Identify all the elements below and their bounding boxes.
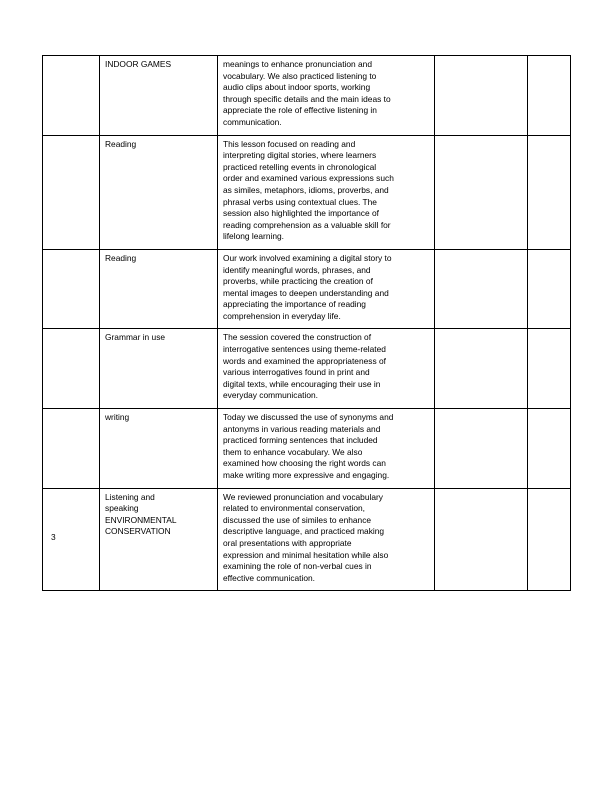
- empty-cell: [435, 409, 528, 489]
- lesson-summary-cell: [218, 135, 435, 249]
- summary-line: session also highlighted the importance of: [223, 208, 379, 219]
- empty-cell: [528, 329, 571, 409]
- summary-line: interrogative sentences using theme-related: [223, 344, 386, 355]
- topic-cell: [100, 56, 218, 136]
- summary-line: order and examined various expressions such: [223, 173, 394, 184]
- empty-cell: [435, 329, 528, 409]
- week-cell: [43, 56, 100, 136]
- summary-line: them to enhance vocabulary. We also: [223, 446, 363, 457]
- topic-cell: [100, 135, 218, 249]
- summary-line: Our work involved examining a digital story to: [223, 252, 392, 263]
- summary-line: audio clips about indoor sports, working: [223, 82, 371, 93]
- summary-line: oral presentations with appropriate: [223, 537, 352, 548]
- lesson-record-table: [42, 55, 571, 591]
- summary-line: communication.: [223, 116, 282, 127]
- week-number: 3: [51, 532, 56, 543]
- summary-line: make writing more expressive and engaging.: [223, 470, 390, 480]
- summary-line: comprehension in everyday life.: [223, 310, 341, 321]
- lesson-summary-cell: [218, 409, 435, 489]
- table-row: [43, 409, 571, 489]
- topic-line: Reading: [105, 252, 137, 263]
- summary-line: related to environmental conservation,: [223, 503, 365, 514]
- summary-line: appreciating the importance of reading: [223, 299, 366, 310]
- topic-cell: [100, 249, 218, 329]
- summary-line: mental images to deepen understanding and: [223, 287, 389, 298]
- summary-line: identify meaningful words, phrases, and: [223, 264, 371, 275]
- summary-line: proverbs, while practicing the creation of: [223, 276, 373, 287]
- topic-line: writing: [105, 412, 130, 423]
- summary-line: The session covered the construction of: [223, 332, 372, 343]
- summary-line: as similes, metaphors, idioms, proverbs, and: [223, 184, 389, 195]
- empty-cell: [528, 409, 571, 489]
- empty-cell: [528, 135, 571, 249]
- topic-line: INDOOR GAMES: [105, 59, 172, 69]
- table-row: [43, 249, 571, 329]
- topic-line: Grammar in use: [105, 332, 166, 343]
- summary-line: examining the role of non-verbal cues in: [223, 561, 372, 572]
- summary-line: Today we discussed the use of synonyms and: [223, 412, 394, 423]
- summary-line: various interrogatives found in print and: [223, 367, 370, 378]
- summary-line: reading comprehension as a valuable skill for: [223, 219, 391, 230]
- table-body: [43, 56, 571, 591]
- summary-line: antonyms in various reading materials and: [223, 423, 381, 434]
- summary-line: We reviewed pronunciation and vocabulary: [223, 491, 383, 502]
- topic-cell: [100, 409, 218, 489]
- summary-line: vocabulary. We also practiced listening to: [223, 70, 377, 81]
- lesson-summary-cell: [218, 56, 435, 136]
- week-cell: [43, 329, 100, 409]
- summary-line: meanings to enhance pronunciation and: [223, 59, 372, 69]
- topic-cell: [100, 329, 218, 409]
- topic-line: Listening and: [105, 491, 155, 502]
- summary-line: lifelong learning.: [223, 231, 284, 242]
- summary-line: words and examined the appropriateness of: [223, 355, 386, 366]
- empty-cell: [528, 56, 571, 136]
- week-cell: [43, 249, 100, 329]
- summary-line: appreciate the role of effective listening in: [223, 105, 377, 116]
- summary-line: expression and minimal hesitation while also: [223, 549, 389, 560]
- summary-line: interpreting digital stories, where learners: [223, 150, 377, 161]
- empty-cell: [435, 56, 528, 136]
- summary-line: descriptive language, and practiced making: [223, 526, 385, 537]
- week-cell: [43, 409, 100, 489]
- summary-line: phrasal verbs using contextual clues. The: [223, 196, 377, 207]
- empty-cell: [435, 488, 528, 591]
- empty-cell: [435, 135, 528, 249]
- topic-line: Reading: [105, 138, 137, 149]
- empty-cell: [435, 249, 528, 329]
- empty-cell: [528, 249, 571, 329]
- summary-line: everyday communication.: [223, 390, 318, 401]
- summary-line: examined how choosing the right words can: [223, 458, 386, 469]
- topic-cell: [100, 488, 218, 591]
- week-cell: [43, 488, 100, 591]
- empty-cell: [528, 488, 571, 591]
- lesson-summary-cell: [218, 329, 435, 409]
- summary-line: practiced forming sentences that included: [223, 435, 378, 446]
- summary-line: discussed the use of similes to enhance: [223, 514, 372, 525]
- table-row: [43, 488, 571, 591]
- table-row: [43, 135, 571, 249]
- topic-line: ENVIRONMENTAL: [105, 514, 177, 525]
- summary-line: effective communication.: [223, 572, 316, 583]
- summary-line: This lesson focused on reading and: [223, 138, 356, 149]
- table-row: [43, 56, 571, 136]
- lesson-summary-cell: [218, 249, 435, 329]
- summary-line: digital texts, while encouraging their use in: [223, 378, 381, 389]
- table-row: [43, 329, 571, 409]
- summary-line: through specific details and the main ideas to: [223, 93, 391, 104]
- summary-line: practiced retelling events in chronological: [223, 161, 377, 172]
- week-cell: [43, 135, 100, 249]
- topic-line: CONSERVATION: [105, 526, 171, 537]
- topic-line: speaking: [105, 503, 139, 514]
- lesson-summary-cell: [218, 488, 435, 591]
